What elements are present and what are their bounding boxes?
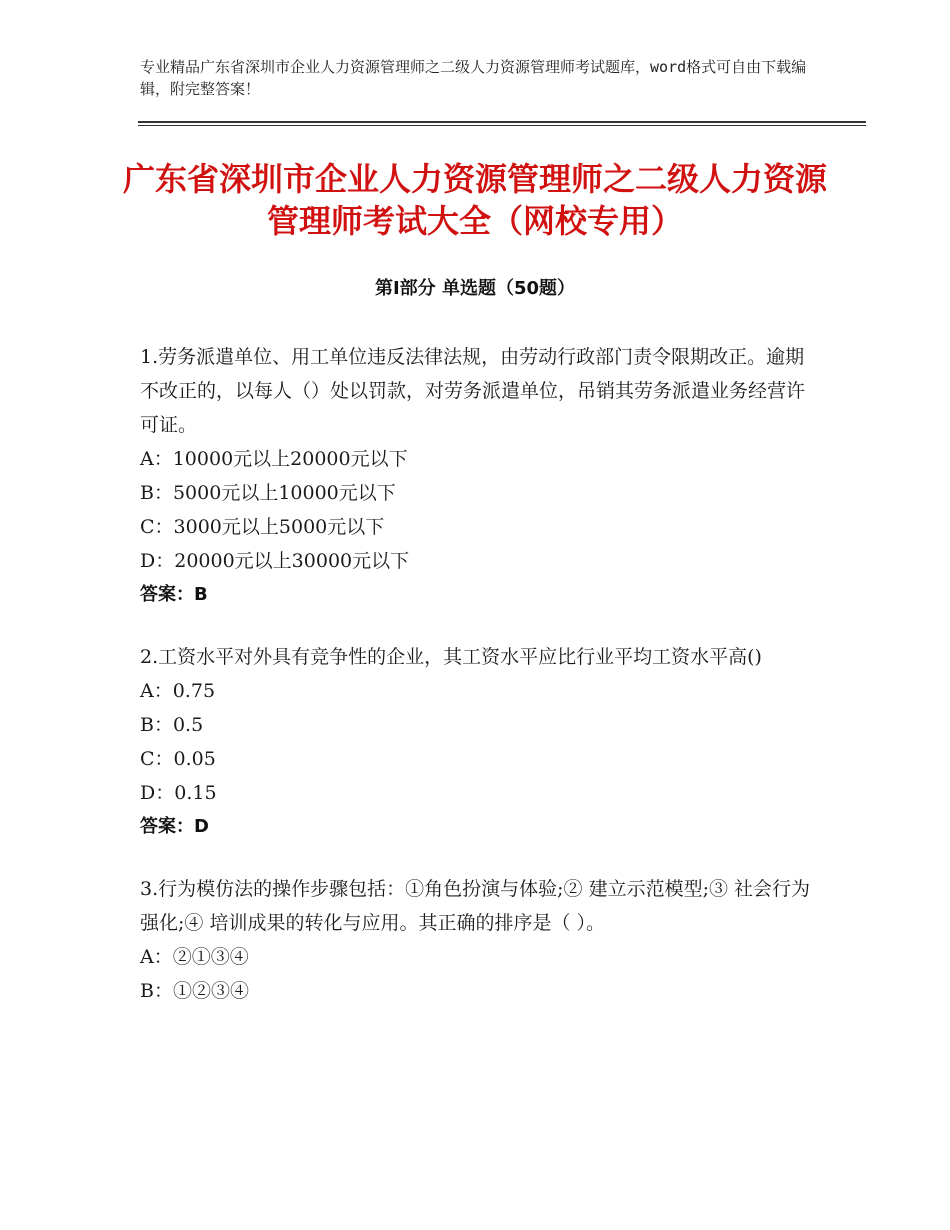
question-stem: 1.劳务派遣单位、用工单位违反法律法规，由劳动行政部门责令限期改正。逾期不改正的，以每人（）处以罚款，对劳务派遣单位，吊销其劳务派遣业务经营许可证。	[140, 346, 806, 436]
option-c: C：3000元以上5000元以下	[140, 516, 385, 538]
question-stem: 3.行为模仿法的操作步骤包括：①角色扮演与体验;② 建立示范模型;③ 社会行为强化;④ 培训成果的转化与应用。其正确的排序是（ ）。	[140, 878, 811, 934]
option-a: A：②①③④	[140, 946, 249, 968]
option-c: C：0.05	[140, 748, 216, 770]
option-b: B：5000元以上10000元以下	[140, 482, 396, 504]
header-divider-thick	[138, 121, 866, 123]
answer: 答案：D	[140, 816, 209, 837]
answer: 答案：B	[140, 584, 208, 605]
option-b: B：0.5	[140, 714, 204, 736]
option-b: B：①②③④	[140, 980, 249, 1002]
option-a: A：10000元以上20000元以下	[140, 448, 408, 470]
question-stem: 2.工资水平对外具有竞争性的企业，其工资水平应比行业平均工资水平高()	[140, 646, 762, 668]
question-2	[140, 640, 810, 844]
question-3	[140, 872, 810, 1008]
header-divider-thin	[138, 125, 866, 126]
option-a: A：0.75	[140, 680, 216, 702]
option-d: D：20000元以上30000元以下	[140, 550, 410, 572]
header-note: 专业精品广东省深圳市企业人力资源管理师之二级人力资源管理师考试题库，word格式可自由下载编辑，附完整答案！	[140, 58, 807, 98]
document-title: 广东省深圳市企业人力资源管理师之二级人力资源管理师考试大全（网校专用）	[122, 160, 827, 240]
question-list	[140, 340, 810, 1036]
question-1	[140, 340, 810, 612]
option-d: D：0.15	[140, 782, 217, 804]
section-title: 第Ⅰ部分 单选题（50题）	[374, 278, 575, 299]
